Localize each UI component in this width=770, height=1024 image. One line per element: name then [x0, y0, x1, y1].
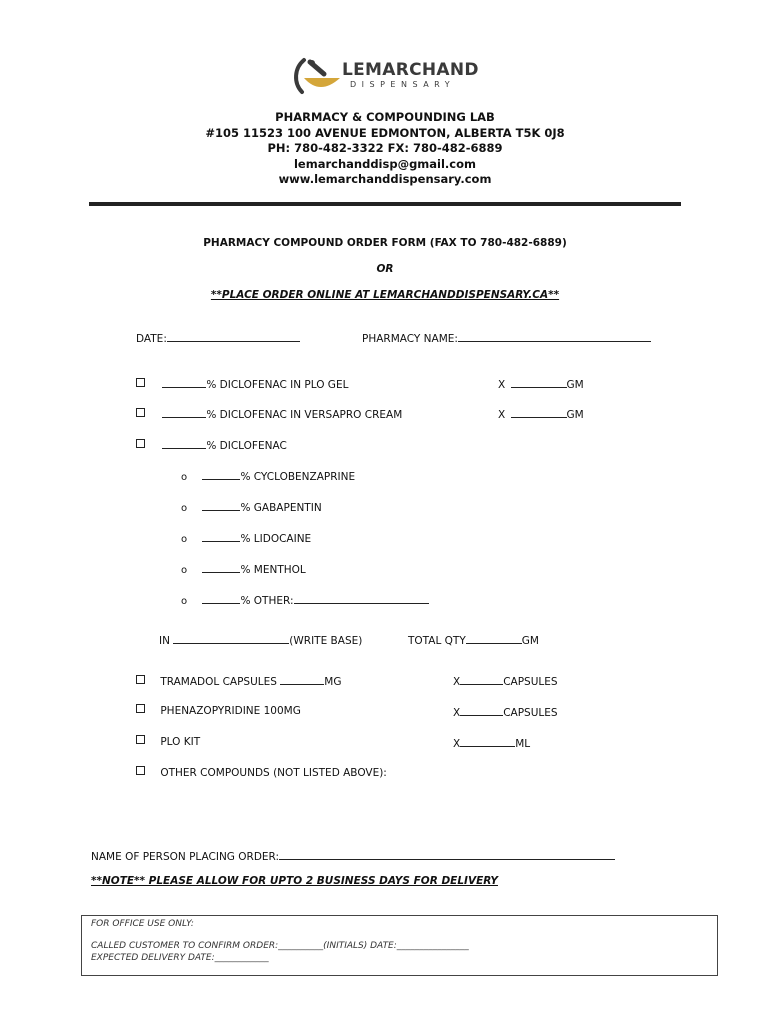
percent-field[interactable] — [162, 437, 206, 449]
mg-field[interactable] — [280, 673, 324, 685]
checkbox-phenazopyridine[interactable] — [136, 704, 145, 713]
percent-field[interactable] — [162, 376, 206, 388]
bullet-icon: o — [181, 596, 188, 607]
mg-unit: MG — [324, 676, 342, 688]
bullet-icon: o — [181, 503, 188, 514]
item-label: PHENAZOPYRIDINE 100MG — [160, 705, 301, 717]
qty-prefix: X — [453, 676, 461, 688]
qty-tramadol — [453, 673, 558, 687]
person-label: NAME OF PERSON PLACING ORDER: — [91, 851, 280, 863]
percent-field[interactable] — [202, 468, 240, 480]
checkbox-other-compounds[interactable] — [136, 766, 145, 775]
qty-field[interactable] — [460, 673, 503, 685]
qty-field[interactable] — [460, 704, 503, 716]
item-label: % DICLOFENAC — [206, 440, 287, 452]
date-field[interactable] — [167, 330, 300, 342]
item-label: % DICLOFENAC IN PLO GEL — [206, 379, 349, 391]
office-use-box — [81, 915, 718, 976]
item-diclofenac-versapro — [136, 406, 402, 420]
online-order-text: **PLACE ORDER ONLINE AT LEMARCHANDDISPENSARY.CA** — [210, 289, 560, 301]
office-expected-line: EXPECTED DELIVERY DATE:____________ — [91, 953, 269, 963]
pharmacy-name-field[interactable] — [458, 330, 651, 342]
header-line2: #105 11523 100 AVENUE EDMONTON, ALBERTA T5K 0J8 — [205, 125, 565, 140]
checkbox-diclofenac[interactable] — [136, 439, 145, 448]
checkbox-diclofenac-versapro[interactable] — [136, 408, 145, 417]
sub-item-label: % OTHER: — [240, 595, 294, 607]
percent-field[interactable] — [202, 530, 240, 542]
qty-unit: CAPSULES — [503, 707, 558, 719]
qty-prefix: X — [453, 738, 461, 750]
percent-field[interactable] — [202, 499, 240, 511]
mortar-pestle-icon — [290, 52, 346, 100]
qty-unit: GM — [566, 379, 584, 391]
form-title: PHARMACY COMPOUND ORDER FORM (FAX TO 780-482-6889) — [203, 237, 567, 249]
date-row — [136, 330, 300, 344]
checkbox-tramadol[interactable] — [136, 675, 145, 684]
item-phenazopyridine — [136, 704, 301, 718]
header-line3: PH: 780-482-3322 FX: 780-482-6889 — [267, 141, 503, 155]
sub-item-label: % CYCLOBENZAPRINE — [240, 471, 356, 483]
item-label: % DICLOFENAC IN VERSAPRO CREAM — [206, 409, 403, 421]
total-qty-row — [408, 632, 539, 646]
write-base-label: (WRITE BASE) — [289, 635, 363, 647]
base-field[interactable] — [173, 632, 289, 644]
sub-item-label: % GABAPENTIN — [240, 502, 322, 514]
total-qty-field[interactable] — [466, 632, 522, 644]
office-title: FOR OFFICE USE ONLY: — [91, 919, 194, 929]
item-label: TRAMADOL CAPSULES — [160, 676, 277, 688]
qty-unit: CAPSULES — [503, 676, 558, 688]
date-label: DATE: — [136, 333, 167, 345]
or-text: OR — [376, 263, 394, 275]
other-field[interactable] — [294, 592, 429, 604]
header-line1: PHARMACY & COMPOUNDING LAB — [275, 110, 495, 124]
base-row — [159, 632, 362, 646]
person-field[interactable] — [279, 848, 615, 860]
logo-sub: DISPENSARY — [350, 80, 456, 89]
item-label: OTHER COMPOUNDS (NOT LISTED ABOVE): — [160, 767, 387, 779]
sub-item-other — [181, 592, 429, 606]
pharmacy-row — [362, 330, 651, 344]
sub-item-lidocaine — [181, 530, 311, 544]
header-website: www.lemarchanddispensary.com — [278, 172, 492, 186]
delivery-note: **NOTE** PLEASE ALLOW FOR UPTO 2 BUSINESS DAYS FOR DELIVERY — [91, 875, 498, 887]
percent-field[interactable] — [202, 592, 240, 604]
qty-prefix: X — [498, 379, 506, 391]
item-plo-kit — [136, 735, 200, 749]
percent-field[interactable] — [162, 406, 206, 418]
in-label: IN — [159, 635, 170, 647]
qty-prefix: X — [453, 707, 461, 719]
sub-item-label: % LIDOCAINE — [240, 533, 312, 545]
qty-unit: GM — [566, 409, 584, 421]
sub-item-menthol — [181, 561, 306, 575]
item-tramadol — [136, 673, 341, 687]
office-called-line: CALLED CUSTOMER TO CONFIRM ORDER:__________(INITIALS) DATE:________________ — [91, 941, 469, 951]
header-address — [0, 110, 770, 188]
qty-field[interactable] — [460, 735, 515, 747]
pharmacy-name-label: PHARMACY NAME: — [362, 333, 458, 345]
total-qty-unit: GM — [521, 635, 539, 647]
item-other-compounds — [136, 766, 387, 780]
total-qty-label: TOTAL QTY — [408, 635, 466, 647]
header-divider — [89, 202, 681, 206]
qty-field[interactable] — [511, 406, 567, 418]
qty-prefix: X — [498, 409, 506, 421]
person-row — [91, 848, 615, 862]
item-label: PLO KIT — [160, 736, 201, 748]
item-diclofenac-plo — [136, 376, 348, 390]
sub-item-label: % MENTHOL — [240, 564, 306, 576]
percent-field[interactable] — [202, 561, 240, 573]
sub-item-cyclobenzaprine — [181, 468, 355, 482]
qty-field[interactable] — [511, 376, 567, 388]
checkbox-diclofenac-plo[interactable] — [136, 378, 145, 387]
header-email: lemarchanddisp@gmail.com — [293, 156, 477, 171]
bullet-icon: o — [181, 534, 188, 545]
checkbox-plo-kit[interactable] — [136, 735, 145, 744]
qty-diclofenac-plo — [498, 376, 584, 390]
bullet-icon: o — [181, 472, 188, 483]
qty-plo-kit — [453, 735, 530, 749]
logo — [290, 52, 490, 100]
sub-item-gabapentin — [181, 499, 322, 513]
qty-diclofenac-versapro — [498, 406, 584, 420]
item-diclofenac — [136, 437, 287, 451]
qty-phenazopyridine — [453, 704, 558, 718]
logo-name: LEMARCHAND — [342, 60, 479, 80]
qty-unit: ML — [515, 738, 531, 750]
bullet-icon: o — [181, 565, 188, 576]
